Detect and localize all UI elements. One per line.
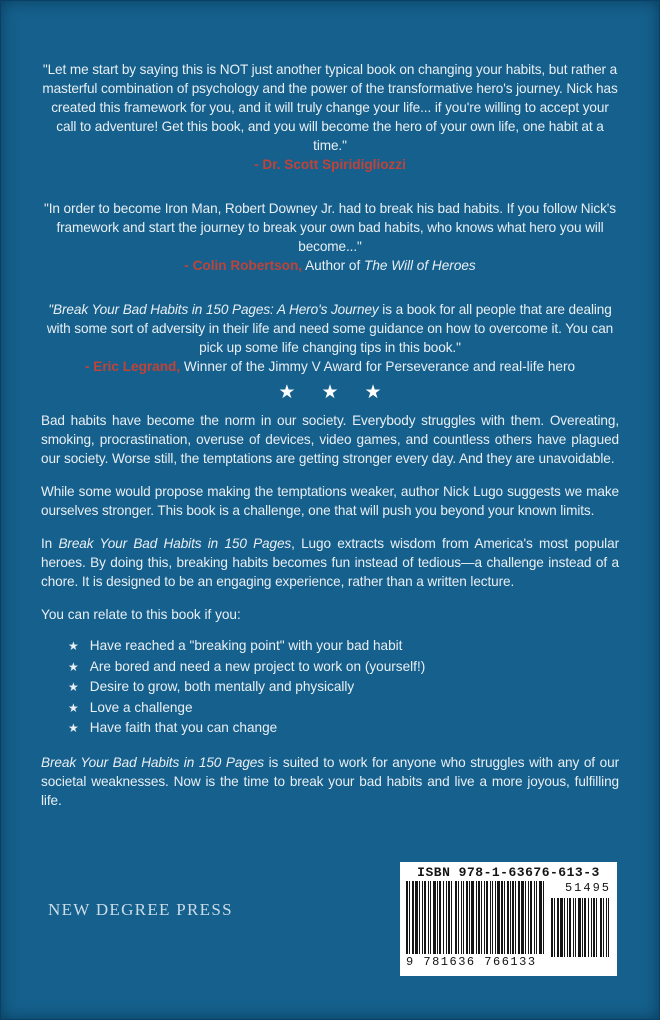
quote-lead-italic: "Break Your Bad Habits in 150 Pages: A Hero's Journey <box>48 302 379 317</box>
endorsement-quote-1 <box>41 60 619 174</box>
quote-text <box>41 60 619 155</box>
list-item <box>68 636 619 657</box>
star-bullet-icon: ★ <box>68 659 79 674</box>
price-code: 51495 <box>564 881 611 895</box>
attribution-italic: The Will of Heroes <box>364 258 476 273</box>
ean-digits: 9 781636 766133 <box>406 955 537 969</box>
relate-heading: You can relate to this book if you: <box>41 607 241 622</box>
quote-text <box>41 300 619 357</box>
synopsis-paragraph-2 <box>41 482 619 520</box>
quote-text <box>41 199 619 256</box>
list-item-text: Have reached a "breaking point" with your bad habit <box>89 638 403 653</box>
synopsis-paragraph-3 <box>41 534 619 591</box>
list-item-text: Have faith that you can change <box>89 720 278 735</box>
star-icon: ★ <box>364 382 382 403</box>
star-bullet-icon: ★ <box>68 680 79 694</box>
attribution-rest: Winner of the Jimmy V Award for Perseverance and real-life hero <box>180 359 576 374</box>
quote-body: is a book for all people that are dealing with some sort of adversity in their life and need some guidance on how to overcome it. You can pick up some life changing tips in this book." <box>46 302 614 355</box>
relate-bullet-list <box>41 636 619 739</box>
paragraph-italic: Break Your Bad Habits in 150 Pages <box>58 536 292 551</box>
list-item <box>68 677 619 698</box>
synopsis-paragraph-1 <box>41 411 619 468</box>
attribution-name: - Eric Legrand, <box>84 359 181 374</box>
star-icon: ★ <box>321 382 339 403</box>
star-icon: ★ <box>278 382 296 403</box>
attribution-name: - Dr. Scott Spiridigliozzi <box>254 157 406 172</box>
star-divider <box>41 383 619 403</box>
list-item <box>68 657 619 678</box>
quote-body: "In order to become Iron Man, Robert Downey Jr. had to break his bad habits. If you follow Nick's framework and start the journey to break your own bad habits, who knows what hero you will become..." <box>44 201 616 254</box>
paragraph-text: , Lugo extracts wisdom from America's most popular heroes. By doing this, breaking habits becomes fun instead of tedious—a challenge instead of a chore. It is designed to be an engaging experience, rather than a written lecture. <box>41 536 619 589</box>
quote-attribution <box>41 357 619 376</box>
list-item-text: Desire to grow, both mentally and physically <box>89 679 355 694</box>
paragraph-text: is suited to work for anyone who struggles with any of our societal weaknesses. Now is the time to break your bad habits and live a more joyous, fulfilling life. <box>41 754 620 808</box>
star-bullet-icon: ★ <box>68 721 79 735</box>
isbn-barcode-box <box>400 862 617 976</box>
closing-paragraph <box>41 753 619 810</box>
paragraph-text: Bad habits have become the norm in our society. Everybody struggles with them. Overeating, smoking, procrastination, overuse of devices, video games, and countless others have plagued our society. Worse still, the temptations are getting stronger every day. And they are unavoidable. <box>41 413 619 466</box>
attribution-name: - Colin Robertson, <box>184 258 303 273</box>
list-item-text: Love a challenge <box>89 699 193 715</box>
star-bullet-icon: ★ <box>68 700 79 715</box>
ean-barcode <box>406 881 545 969</box>
paragraph-text: In <box>41 536 59 551</box>
attribution-rest: Author of <box>302 258 365 273</box>
star-bullet-icon: ★ <box>68 639 79 653</box>
list-item <box>68 718 619 739</box>
list-item-text: Are bored and need a new project to work on (yourself!) <box>89 658 426 674</box>
list-item <box>68 698 619 719</box>
isbn-number: ISBN 978-1-63676-613-3 <box>417 865 600 880</box>
quote-body: "Let me start by saying this is NOT just another typical book on changing your habits, but rather a masterful combination of psychology and the power of the transformative hero's journey. Nick has created this framework for you, and it will truly change your life... if you're willing to accept your call to adventure! Get this book, and you will become the hero of your own life, one habit at a time." <box>42 62 618 153</box>
supplement-barcode-bars <box>551 898 611 957</box>
publisher-logo: NEW DEGREE PRESS <box>48 900 233 919</box>
ean-barcode-bars <box>406 881 545 954</box>
barcode-bars-row <box>406 881 611 969</box>
paragraph-italic: Break Your Bad Habits in 150 Pages <box>41 754 264 770</box>
quote-attribution <box>41 155 619 174</box>
quote-attribution <box>41 256 619 275</box>
endorsement-quote-2 <box>41 199 619 275</box>
price-supplement-barcode <box>551 881 611 969</box>
paragraph-text: While some would propose making the temptations weaker, author Nick Lugo suggests we make ourselves stronger. This book is a challenge, one that will push you beyond your known limits. <box>41 484 619 518</box>
endorsement-quote-3 <box>41 300 619 376</box>
